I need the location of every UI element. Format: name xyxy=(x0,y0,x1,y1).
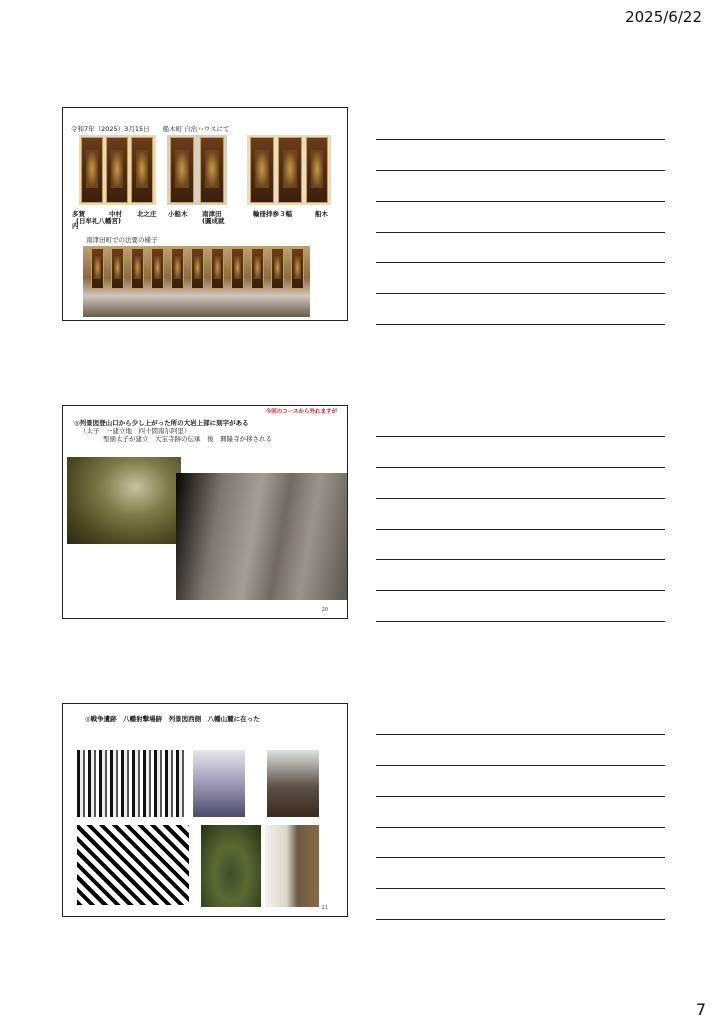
inscribed-rock-photo xyxy=(176,473,347,600)
scroll-photo-3 xyxy=(247,135,331,205)
header-date: 2025/6/22 xyxy=(625,8,702,26)
sublabel-enjoju: (圓成就 xyxy=(202,217,225,225)
label-wasatsu: 輪冊拝参３幅 xyxy=(253,210,292,218)
shooting-range-photo-4 xyxy=(77,825,189,905)
shooting-range-photo-5 xyxy=(201,825,261,907)
label-taga: 多賀 xyxy=(72,210,85,218)
slide-2-number: 20 xyxy=(321,607,328,613)
label-nakamura: 中村 xyxy=(109,210,122,218)
slide-2 xyxy=(62,405,348,619)
page-number: 7 xyxy=(695,1000,706,1019)
forest-trail-photo xyxy=(67,457,181,544)
shooting-range-photo-1 xyxy=(77,750,187,817)
shooting-range-photo-6 xyxy=(265,825,319,907)
slide-1-caption-bottom: 南津田町での法要の様子 xyxy=(86,236,158,244)
slide-3-title: ◎戦争遺跡 八幡射撃場跡 列景図西側 八幡山麓に在った xyxy=(85,715,260,723)
slide-1-caption: 令和7年（2025）3月15日 船木町 自治ハウスにて xyxy=(71,125,230,133)
shooting-range-photo-2 xyxy=(193,750,245,817)
slide-2-line-3: 聖徳太子が建立 大宝寺跡の伝承 後 興隆寺が移される xyxy=(103,435,272,443)
label-funaki: 船木 xyxy=(315,210,328,218)
slide-2-red-note: 今回のコースから外れますが xyxy=(265,409,337,415)
memorial-service-photo xyxy=(83,246,310,317)
slide-3-number: 21 xyxy=(321,905,328,911)
scroll-photo-1 xyxy=(79,135,156,205)
label-minamitsuda: 南津田 xyxy=(202,210,222,218)
sublabel-nai: 内 xyxy=(72,222,79,230)
slide-3 xyxy=(62,703,348,917)
sublabel-himure: (日牟礼八幡宮) xyxy=(76,217,121,225)
label-kofunaki: 小船木 xyxy=(168,210,188,218)
slide-2-line-2: （太子 一建立地 四十間南尓阿里） xyxy=(80,427,191,435)
slide-1 xyxy=(62,107,348,321)
slide-2-bullet: ◎列景図登山口から少し上がった所の大岩上部に刻字がある xyxy=(74,419,249,427)
shooting-range-photo-3 xyxy=(267,750,319,817)
label-kitanosho: 北之庄 xyxy=(137,210,157,218)
scroll-photo-2 xyxy=(167,135,227,205)
